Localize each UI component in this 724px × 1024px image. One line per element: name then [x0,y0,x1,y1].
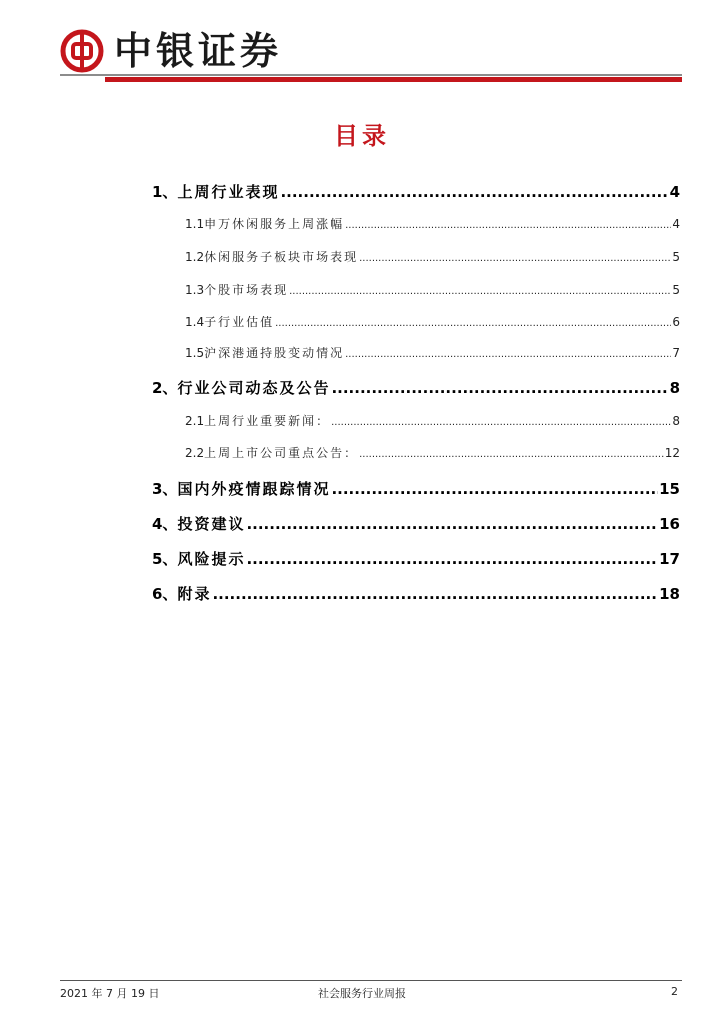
toc-title: 目录 [334,122,390,150]
toc-entry-page: 6 [672,315,680,329]
header-divider-gray [60,74,682,76]
toc-entry[interactable] [152,181,680,202]
toc-entry-number: 5、 [152,550,178,568]
footer-page-number: 2 [671,985,678,998]
toc-leader-dots [212,587,658,602]
toc-leader-dots [331,415,671,428]
toc-entry-text: 上周上市公司重点公告： [204,446,359,460]
toc-leader-dots [246,552,658,567]
footer-report-name: 社会服务行业周报 [318,987,406,1000]
toc-entry[interactable] [185,248,680,265]
toc-entry-page: 17 [659,550,680,568]
toc-entry-number: 2、 [152,379,178,397]
toc-entry-text: 上周行业重要新闻： [204,414,331,428]
toc-entry-text: 个股市场表现 [204,283,289,297]
toc-leader-dots [289,284,671,297]
toc-entry-number: 1.2 [185,250,205,264]
toc-leader-dots [275,316,671,329]
toc-entry-text: 投资建议 [177,515,246,533]
toc-leader-dots [345,347,671,360]
footer-date: 2021 年 7 月 19 日 [60,987,160,1000]
toc-entry-text: 国内外疫情跟踪情况 [177,480,331,498]
toc-entry-text: 子行业估值 [204,315,275,329]
toc-entry[interactable] [185,412,680,429]
toc-entry-text: 休闲服务子板块市场表现 [204,250,359,264]
bank-of-china-logo-icon [60,29,104,73]
toc-leader-dots [345,218,671,231]
toc-entry-page: 5 [672,283,680,297]
toc-entry-number: 2.2 [185,446,205,460]
header-divider-red [105,77,682,82]
toc-entry-page: 18 [659,585,680,603]
toc-entry-number: 3、 [152,480,178,498]
toc-leader-dots [331,381,668,396]
toc-entry-page: 4 [669,183,680,201]
toc-entry[interactable] [185,313,680,330]
toc-entry-page: 16 [659,515,680,533]
toc-entry[interactable] [185,444,680,461]
toc-entry-number: 4、 [152,515,178,533]
toc-entry-page: 5 [672,250,680,264]
toc-leader-dots [246,517,658,532]
toc-entry[interactable] [152,583,680,604]
header [60,28,282,74]
toc-leader-dots [280,185,668,200]
toc-entry-number: 2.1 [185,414,205,428]
brand-name: 中银证券 [114,28,283,73]
toc-entry-number: 1、 [152,183,178,201]
toc-entry-page: 8 [672,414,680,428]
footer-divider [60,980,682,981]
toc-entry-page: 12 [664,446,680,460]
toc-entry-text: 风险提示 [177,550,246,568]
toc-entry[interactable] [185,215,680,232]
toc-entry[interactable] [152,548,680,569]
toc-entry-page: 8 [669,379,680,397]
toc-leader-dots [359,447,664,460]
toc-entry-number: 1.1 [185,217,205,231]
toc-entry[interactable] [185,344,680,361]
toc-entry-number: 1.4 [185,315,205,329]
toc-leader-dots [359,251,671,264]
toc-entry-number: 1.5 [185,346,205,360]
toc-entry[interactable] [152,377,680,398]
toc-entry-text: 申万休闲服务上周涨幅 [204,217,345,231]
toc-entry-text: 附录 [177,585,212,603]
toc-entry-text: 行业公司动态及公告 [177,379,331,397]
toc-entry-text: 沪深港通持股变动情况 [204,346,345,360]
toc-entry-text: 上周行业表现 [177,183,280,201]
toc-entry[interactable] [185,281,680,298]
toc-entry[interactable] [152,513,680,534]
toc-entry[interactable] [152,478,680,499]
toc-entry-page: 4 [672,217,680,231]
toc-entry-number: 6、 [152,585,178,603]
toc-entry-page: 15 [659,480,680,498]
toc-leader-dots [331,482,658,497]
toc-entry-number: 1.3 [185,283,205,297]
toc-entry-page: 7 [672,346,680,360]
